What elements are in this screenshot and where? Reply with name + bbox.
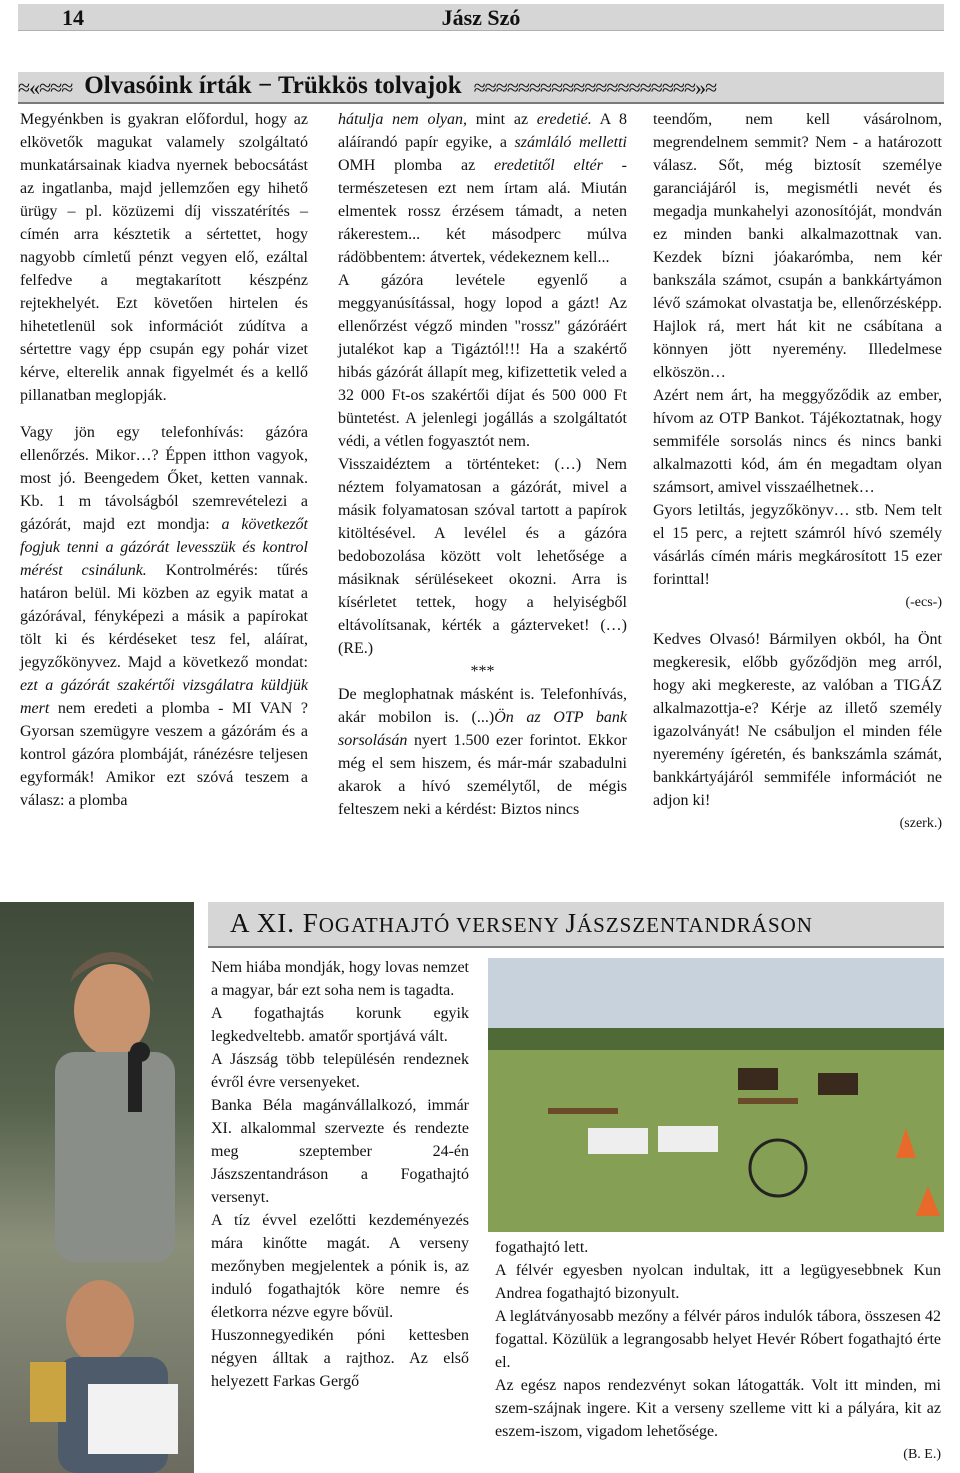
- paragraph: Az egész napos rendezvényt sokan látogatták. Volt itt minden, mi szem-szájnak ingere. Kit a verseny szelleme vitt ki a pályára, kit az eszem-iszom, vigadom lehetősége.: [495, 1377, 941, 1440]
- paragraph: Nem hiába mondják, hogy lovas nemzet a magyar, bár ezt soha nem is tagadta.: [211, 959, 469, 999]
- paragraph: A leglátványosabb mezőny a félvér páros indulók tábora, összesen 42 fogattal. Közülük a legrangosabb helyet Hevér Róbert fogathajtó érte el.: [495, 1308, 941, 1371]
- article-title-bar: [18, 72, 944, 104]
- paragraph: De meglophatnak másként is. Telefonhívás, akár mobilon is. (...)Ön az OTP bank sorsolásán nyert 1.500 ezer forintot. Ekkor még el sem hiszem, és már-már szabadulni akarok a hívó személytől, de mégis felteszem neki a kérdést: Biztos nincs: [338, 686, 627, 818]
- page-header: [18, 4, 944, 31]
- article2-column-2: [495, 1236, 941, 1466]
- paragraph: A tíz évvel ezelőtti kezdeményezés mára kinőtte magát. A verseny mezőnyben megjelentek a pónik is, az induló fogathajtók köre nemre és életkorra nézve egyre bővül.: [211, 1212, 469, 1321]
- paragraph: Vagy jön egy telefonhívás: gázóra ellenőrzés. Mikor…? Éppen itthon vagyok, most jó. Beengedem Őket, ketten vannak. Kb. 1 m távolságból szemrevételezi a gázórát, majd ezt mondja: a következőt fogjuk tenni a gázórát levesszük és kontrol mérést csinálunk. Kontrolmérés: tűrés határon belül. Mi közben az egyik matat a gázórával, fényképezi a másik a papírokat tölt ki és kérdéseket tesz fel, aláírat, jegyzőkönyvez. Majd a következő mondat: ezt a gázórát szakértői vizsgálatra küldjük mert nem eredeti a plomba - MI VAN ? Gyorsan szemügyre veszem a gázórám és a kontrol gázóra plombáját, ránézésre teljesen egyformák! Amikor ezt szóvá teszem a válasz: a plomba: [20, 424, 308, 809]
- newspaper-name: Jász Szó: [441, 5, 521, 30]
- article-column-2: [338, 108, 627, 821]
- article2-column-1: [211, 956, 469, 1393]
- author-signature: (B. E.): [903, 1447, 941, 1462]
- article-column-3: [653, 108, 942, 835]
- author-signature: (-ecs-): [905, 595, 942, 610]
- paragraph: Visszaidéztem a történteket: (…) Nem néztem folyamatosan a gázórát, mivel a másik folyamatosan szóval tartott a papírok kitöltésével. A levélel és a gázóra bedobozolása között volt lehetősége a másiknak sérülésekeet okozni. Arra is kísérletet tettek, hogy a helyiségből eltávolítsanak, kérték a gázterveket! (…) (RE.): [338, 456, 627, 657]
- title-decoration-right: ≈≈≈≈≈≈≈≈≈≈≈≈≈≈≈≈≈≈≈≈»≈: [473, 75, 717, 100]
- paragraph: fogathajtó lett.: [495, 1239, 589, 1256]
- page-number: 14: [62, 5, 84, 30]
- paragraph: A gázóra levétele egyenlő a meggyanúsítással, hogy lopod a gázt! Az ellenőrzést végző minden "rossz" gázóráért jutalékot kap a Tigáztól!!! Ha a szakértő hibás gázórát állapít meg, kifizettetik veled a 32 000 Ft-os szakértői díjat és 500 000 Ft büntetést. A jelenlegi jogállás a szolgáltatót védi, a vétlen fogyasztót nem.: [338, 272, 627, 450]
- paragraph: Kedves Olvasó! Bármilyen okból, ha Önt megkeresik, előbb győződjön meg arról, hogy aki megkereste, az valóban a TIGÁZ alkalmazottja-e? Kérje az illető személy igazolványát! Ne csábuljon el minden féle nyeremény ígéretén, és bankszámla számát, bankkártyájáról semmiféle információt ne adjon ki!: [653, 631, 942, 809]
- paragraph: Azért nem árt, ha meggyőződik az ember, hívom az OTP Bankot. Tájékoztatnak, hogy semmiféle sorsolás nincs és nincs banki alkalmazotti kód, ám én megadtam olyan számsort, amivel visszaélhetnek…: [653, 387, 942, 496]
- paragraph: hátulja nem olyan, mint az eredetié. A 8 aláírandó papír egyike, a számláló melletti OMH plomba az eredetitől eltér - természetesen ezt nem írtam alá. Miután elmentek rossz érzésem támadt, a neten rákerestem... két másodperc múlva rádöbbentem: átvertek, védekeznem kell...: [338, 111, 628, 266]
- author-signature: (szerk.): [899, 816, 942, 831]
- paragraph: A félvér egyesben nyolcan indultak, itt a legügyesebbnek Kun Andrea fogathajtó bizonyult.: [495, 1262, 941, 1302]
- photo-men-with-microphone-and-trophy: [0, 902, 194, 1473]
- article2-title: A XI. FOGATHAJTÓ VERSENY JÁSZSZENTANDRÁSON: [230, 908, 813, 938]
- title-decoration-left: ≈«≈≈≈: [18, 75, 73, 100]
- photo-carriage-race: [488, 958, 944, 1232]
- paragraph: Gyors letiltás, jegyzőkönyv… stb. Nem telt el 15 perc, a rejtett számról hívó személy vásárlás címén máris megkárosított 15 ezer forinttal!: [653, 502, 942, 588]
- section-separator: ***: [470, 663, 495, 680]
- paragraph: A fogathajtás korunk egyik legkedveltebb. amatőr sportjává vált.: [211, 1005, 469, 1045]
- article2-title-bar: [208, 902, 944, 948]
- article-title: Olvasóink írták − Trükkös tolvajok: [84, 72, 462, 99]
- paragraph: Megyénkben is gyakran előfordul, hogy az elkövetők magukat valamely szolgáltató munkatársainak kiadva nyernek bebocsátást az ingatlanba, majd jellemzően egy hihető ürügy – pl. közüzemi díj visszatérítés – címén arra késztetik a sértettet, hogy nagyobb címletű pénzt vegyen elő, ezáltal felfedve a megtakarított készpénz rejtekhelyét. Ezt követően hirtelen és hihetetlenül sok információt zúdítva a sértettre vagy épp csupán egy pohár vizet kérve, elterelik annak figyelmét és a kellő pillanatban meglopják.: [20, 111, 308, 404]
- paragraph: Banka Béla magánvállalkozó, immár XI. alkalommal szervezte és rendezte meg szeptember 24-én Jászszentandráson a Fogathajtó versenyt.: [211, 1097, 469, 1206]
- paragraph: teendőm, nem kell vásárolnom, megrendelnem semmit? Nem - a határozott válasz. Sőt, még biztosít személye garanciájáról is, megismétli nevét és megadja munkahelyi azonosítóját, mondván ez minden banki alkalmazottnak van. Kezdek bízni jóakarómba, nem kér bankszála számot, csupán a bankkártyámon lévő számokat olvastatja be, ellenőrzésképp. Hajlok rá, mert hát kit ne csábítana a könnyen jött nyeremény. Illedelmese elköszön…: [653, 111, 942, 381]
- paragraph: Huszonnegyedikén póni kettesben négyen álltak a rajthoz. Az első helyezett Farkas Gergő: [211, 1327, 469, 1390]
- paragraph: A Jászság több településén rendeznek évről évre versenyeket.: [211, 1051, 469, 1091]
- article-column-1: [20, 108, 308, 812]
